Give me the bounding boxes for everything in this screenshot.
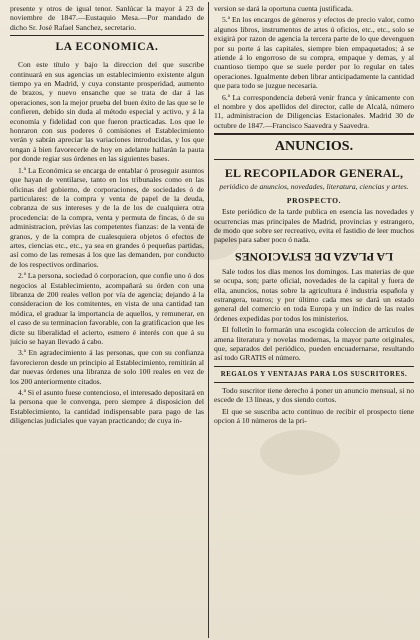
paragraph: Todo suscritor tiene derecho á poner un anuncio mensual, si no escede de 13 líneas, y dos siendo cortos. [214,385,414,405]
section-rule [214,133,414,135]
regalos-heading: REGALOS Y VENTAJAS PARA LOS SUSCRITORES. [220,370,408,378]
inverted-title: LA PLAZA DE ESTACIONES [234,249,394,264]
paragraph: version se dará la oportuna cuenta justificada. [214,4,353,13]
paragraph: Sale todos los días menos los domingos. Las materias de que se ocupa, son; parte oficial, novedades de la capital y fuera de ella, anuncios, notas sobre la agricultura é industria española y estrangera, teatros; y por último cada mes se dará un estado general del comercio en toda Europa y un índice de las reales órdenes expedidas por todos los ministerios. [214,266,414,323]
paragraph: Con este título y bajo la direccion del que suscribe continuará en sus agencias un establecimiento existente algun tiempo ya en Madrid, y cuya constante prosperidad, aumento de brazos, y nuevo ensanche que se trata de dar á las operaciones, son la mejor prueba del buen éxito de las que se le confieren, debido sin duda al método especial y activo, y á la economía y fidelidad con que fueron practicadas. Los que le honraron con sus poderes ó comisiones el Establecimiento verán y sabrán apreciar las variaciones introducidas, y los que tengan á bien favorecerle de hoy en adelante hallarán la pauta por donde regiar sus órdenes en las siguientes bases. [10,60,204,164]
paragraph: 1.ª La Económica se encarga de entablar ó proseguir asuntos que hayan de ventilarse, tanto en los tribunales como en las oficinas del gobierno, de corporaciones, de sociedades ó de particulares: de la compra y venta de papel de la deuda, cobranza de sus intereses y de la de los de cualquiera otra procedencia: de la compra, venta y permuta de fincas, ó de su administracion, prévias las competentes fianzas: de la venta de granos, y de la compra de cualesquiera objetos ó efectos de artes, ciencias etc., etc., ya sea en grandes ó pequeñas partidas, así como de las remesas á los que las demanden, por conducto de los respectivos ordinarios. [10,165,204,269]
section-title: LA ECONOMICA. [55,41,159,54]
section-rule [214,382,414,383]
paragraph: 4.ª Si el asunto fuese contencioso, el interesado depositará en la persona que le convenga, pero siempre á disposicion del Establecimiento, la cantidad indispensable para pago de las diligencias judiciales que vayan practicando; de cuya in- [10,388,204,426]
paragraph: 2.ª La persona, sociedad ó corporacion, que confie uno ó dos negocios al Establecimiento, acompañará su órden con una libranza de 200 reales vellon por vía de agencia; dejando á la consideracion de los comitentes, en vista de una cantidad tan módica, el graduar la importancia de aquellos, y remunerar, en el caso de su terminacion favorable, con la gratificacion que les dicte su liberalidad el acierto, esmero é interés con que á su juicio se hayan llevado á cabo. [10,271,204,346]
recopilador-title: EL RECOPILADOR GENERAL, [224,166,404,181]
right-column [214,4,414,636]
paragraph: 6.ª La correspondencia deberá venir franca y únicamente con el nombre y dos apellidos del director, calle de Alcalá, número 11, administracion de Diligencias Estacionales. Madrid 30 de octubre de 1847.—Francisco Saavedra y Saavedra. [214,92,414,130]
paragraph: El folletín lo formarán una escogida coleccion de artículos de amena literatura y novelas modernas, la mayor parte originales, que, separados del periódico, pueden encuadernarse, resultando así todo GRATIS el número. [214,325,414,363]
paragraph: Este periódico de la tarde publica en esencia las novedades y ocurrencias mas principales de Madrid, provincias y estrangero, de modo que sobre ser recreativo, evita el fastidio de leer muchos papeles para saber poco ó nada. [214,207,414,245]
section-rule [214,159,414,160]
paragraph: 3.ª En agradecimiento á las personas, que con su confianza favorecieron desde un principio al Establecimiento, remitirán al dar nuevas órdenes una libranza de solo 100 reales en vez de los 200 anteriormente citados. [10,348,204,386]
section-rule [10,35,204,36]
prospecto-label: PROSPECTO. [286,195,342,205]
anuncios-heading: ANUNCIOS. [274,139,354,155]
recopilador-subtitle: periódico de anuncios, novedades, literatura, ciencias y artes. [219,182,409,192]
column-divider [208,2,209,638]
paragraph: El que se suscriba acto continuo de recibir el prospecto tiene opcion á 10 números de la pri- [214,406,414,425]
left-column [10,4,204,636]
paragraph: 5.ª En los encargos de géneros y efectos de precio valor, como algunos libros, instrumentos de artes ú oficios, etc., etc., solo se exigirá por razon de agencia la tercera parte de lo que devenguen por su porte á las capitales, siempre bien empaquetados; á se atiende á lo engorroso de su compra, empaque y demas, y al cuantioso tiempo que se suele perder por lo regular en tales operaciones. Igualmente deben librar anticipadamente la cantidad que para todo se juzgue necesaria. [214,15,414,91]
section-rule [214,366,414,367]
continuation-text: presente y otros de igual tenor. Sanlúcar la mayor á 23 de noviembre de 1847.—Eustaquio Mesa.—Por mandado de dicho Sr. José Rafael Sanchez, secretario. [10,4,204,32]
